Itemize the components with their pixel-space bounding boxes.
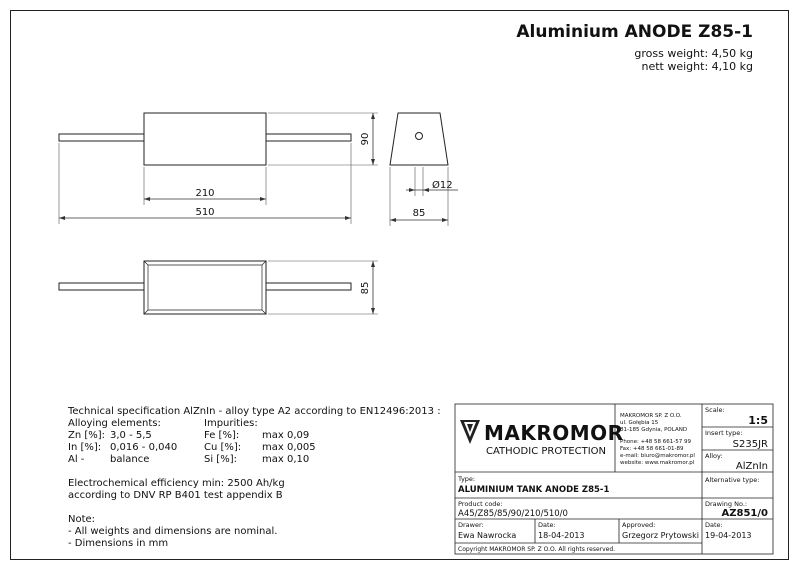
website: website: www.makromor.pl <box>620 460 695 466</box>
side-view <box>390 113 458 226</box>
note-title: Note: <box>68 514 96 525</box>
company-name: MAKROMOR <box>484 421 624 445</box>
approved-value: Grzegorz Prytowski <box>622 531 699 540</box>
element-name: Zn [%]: <box>68 430 106 441</box>
date-drawn-value: 18-04-2013 <box>538 531 585 540</box>
fax: Fax: +48 58 661-01-89 <box>620 446 684 452</box>
dim-length-total: 510 <box>195 207 215 218</box>
impurities-label: Impurities: <box>204 418 258 429</box>
weights <box>634 47 753 73</box>
element-name: In [%]: <box>68 442 102 453</box>
efficiency-line-1: Electrochemical efficiency min: 2500 Ah/kg <box>68 478 285 489</box>
spec-row <box>68 442 441 454</box>
type-label: Type: <box>458 475 476 483</box>
note-line-1: - All weights and dimensions are nominal. <box>68 526 278 537</box>
impurity-value: max 0,10 <box>262 454 310 465</box>
element-value: 3,0 - 5,5 <box>110 430 152 441</box>
company-subtitle: CATHODIC PROTECTION <box>486 446 607 457</box>
impurity-name: Fe [%]: <box>204 430 240 441</box>
core-hole <box>416 133 423 140</box>
nett-weight: nett weight: 4,10 kg <box>641 60 753 73</box>
dim-height-top: 85 <box>360 281 371 295</box>
element-value: balance <box>110 454 150 465</box>
date-approved-value: 19-04-2013 <box>705 531 752 540</box>
scale-value: 1:5 <box>748 414 768 427</box>
product-value: A45/Z85/85/90/210/510/0 <box>458 509 568 519</box>
front-core-right <box>266 134 351 141</box>
drawing-number-label: Drawing No.: <box>705 500 748 508</box>
drawing-title: Aluminium ANODE Z85-1 <box>516 22 753 42</box>
product-label: Product code: <box>458 500 503 508</box>
alloy-label: Alloy: <box>705 452 723 460</box>
dim-height-front: 90 <box>360 132 371 146</box>
spec-row <box>68 430 441 442</box>
impurity-value: max 0,09 <box>262 430 310 441</box>
date-approved-label: Date: <box>705 521 723 529</box>
alloying-label: Alloying elements: <box>68 418 161 429</box>
alloy-value: AlZnIn <box>735 461 768 472</box>
front-view <box>59 113 378 224</box>
technical-specification <box>68 406 441 550</box>
scale-label: Scale: <box>705 406 725 414</box>
gross-weight: gross weight: 4,50 kg <box>634 47 753 60</box>
alternative-label: Alternative type: <box>705 476 760 484</box>
element-value: 0,016 - 0,040 <box>110 442 178 453</box>
approved-label: Approved: <box>622 521 656 529</box>
impurity-value: max 0,005 <box>262 442 316 453</box>
dim-hole-diameter: Ø12 <box>432 180 453 191</box>
spec-labels-row <box>68 418 441 430</box>
drawer-value: Ewa Nawrocka <box>458 531 517 540</box>
phone: Phone: +48 58 661-57 99 <box>620 439 691 445</box>
insert-label: Insert type: <box>705 429 743 437</box>
address-line-1: MAKROMOR SP. Z O.O. <box>620 413 682 419</box>
type-value: ALUMINIUM TANK ANODE Z85-1 <box>458 485 610 495</box>
spec-row <box>68 454 441 466</box>
impurity-name: Cu [%]: <box>204 442 242 453</box>
dim-length-body: 210 <box>195 188 215 199</box>
address-line-2: ul. Gołębia 15 <box>620 420 659 426</box>
spec-heading: Technical specification AlZnIn - alloy type A2 according to EN12496:2013 : <box>68 406 441 417</box>
note-line-2: - Dimensions in mm <box>68 538 169 549</box>
drawing-number-value: AZ851/0 <box>721 508 768 519</box>
efficiency-line-2: according to DNV RP B401 test appendix B <box>68 490 283 501</box>
makromor-logo <box>460 420 480 444</box>
element-name: Al - <box>68 454 85 465</box>
front-anode-body <box>144 113 266 165</box>
top-anode-body <box>144 261 266 314</box>
address-line-3: 81-185 Gdynia, POLAND <box>620 427 688 433</box>
dim-width-side: 85 <box>412 208 426 219</box>
front-core-left <box>59 134 144 141</box>
copyright: Copyright MAKROMOR SP. Z O.O. All rights reserved. <box>458 546 616 553</box>
email: e-mail: biuro@makromor.pl <box>620 453 695 459</box>
impurity-name: Si [%]: <box>204 454 237 465</box>
date-drawn-label: Date: <box>538 521 556 529</box>
insert-value: S235JR <box>732 439 768 450</box>
drawer-label: Drawer: <box>458 521 484 529</box>
top-view <box>59 261 378 314</box>
